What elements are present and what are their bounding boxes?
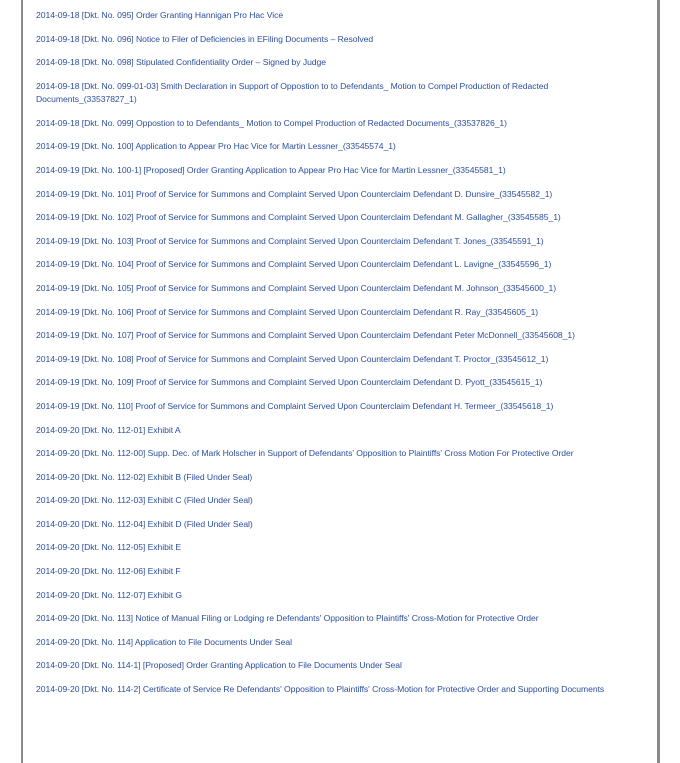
docket-entry	[36, 258, 648, 271]
docket-entry	[36, 659, 648, 672]
docket-link[interactable]: 2014-09-19 [Dkt. No. 106] Proof of Service for Summons and Complaint Served Upon Counterclaim Defendant R. Ray_(33545605_1)	[36, 306, 539, 317]
docket-link[interactable]: 2014-09-19 [Dkt. No. 107] Proof of Service for Summons and Complaint Served Upon Counterclaim Defendant Peter McDonnell_(33545608_1)	[36, 330, 575, 341]
docket-link[interactable]: 2014-09-19 [Dkt. No. 102] Proof of Service for Summons and Complaint Served Upon Counterclaim Defendant M. Gallagher_(33545585_1)	[36, 212, 561, 223]
docket-link[interactable]: 2014-09-20 [Dkt. No. 112-02] Exhibit B (Filed Under Seal)	[36, 471, 253, 482]
docket-entry	[36, 140, 648, 153]
right-border	[657, 0, 660, 763]
docket-link[interactable]: 2014-09-20 [Dkt. No. 112-00] Supp. Dec. of Mark Holscher in Support of Defendants' Opposition to Plaintiffs' Cross Motion For Protective Order	[36, 448, 574, 459]
docket-link[interactable]: 2014-09-19 [Dkt. No. 103] Proof of Service for Summons and Complaint Served Upon Counterclaim Defendant T. Jones_(33545591_1)	[36, 235, 544, 246]
docket-entry	[36, 424, 648, 437]
docket-entry	[36, 589, 648, 602]
docket-entry	[36, 282, 648, 295]
docket-link[interactable]: 2014-09-18 [Dkt. No. 096] Notice to Filer of Deficiencies in EFiling Documents – Resolved	[36, 33, 374, 44]
docket-link[interactable]: 2014-09-19 [Dkt. No. 108] Proof of Service for Summons and Complaint Served Upon Counterclaim Defendant T. Proctor_(33545612_1)	[36, 353, 549, 364]
docket-entry	[36, 518, 648, 531]
docket-entry	[36, 211, 648, 224]
docket-entry	[36, 471, 648, 484]
docket-entry	[36, 376, 648, 389]
docket-entry	[36, 612, 648, 625]
docket-link[interactable]: 2014-09-20 [Dkt. No. 112-01] Exhibit A	[36, 424, 181, 435]
docket-entry	[36, 353, 648, 366]
docket-entry	[36, 117, 648, 130]
docket-link[interactable]: 2014-09-19 [Dkt. No. 100-1] [Proposed] Order Granting Application to Appear Pro Hac Vice for Martin Lessner_(33545581_1)	[36, 164, 506, 175]
docket-entry	[36, 188, 648, 201]
docket-link[interactable]: 2014-09-19 [Dkt. No. 104] Proof of Service for Summons and Complaint Served Upon Counterclaim Defendant L. Lavigne_(33545596_1)	[36, 259, 552, 270]
docket-entry	[36, 447, 648, 460]
docket-entry	[36, 80, 648, 107]
docket-link[interactable]: 2014-09-18 [Dkt. No. 099-01-03] Smith Declaration in Support of Oppostion to to Defendants_ Motion to Compel Production of Redacted Documents_(33537827_1)	[36, 80, 549, 105]
docket-entry	[36, 329, 648, 342]
docket-entry	[36, 9, 648, 22]
docket-entry	[36, 683, 648, 696]
docket-link[interactable]: 2014-09-20 [Dkt. No. 112-06] Exhibit F	[36, 566, 181, 577]
docket-entry	[36, 33, 648, 46]
docket-link[interactable]: 2014-09-20 [Dkt. No. 114-2] Certificate of Service Re Defendants' Opposition to Plaintiffs' Cross-Motion for Protective Order and Supporting Documents	[36, 684, 605, 695]
docket-entry	[36, 494, 648, 507]
docket-link[interactable]: 2014-09-19 [Dkt. No. 101] Proof of Service for Summons and Complaint Served Upon Counterclaim Defendant D. Dunsire_(33545582_1)	[36, 188, 553, 199]
docket-link[interactable]: 2014-09-18 [Dkt. No. 095] Order Granting Hannigan Pro Hac Vice	[36, 10, 284, 20]
docket-link[interactable]: 2014-09-19 [Dkt. No. 110] Proof of Service for Summons and Complaint Served Upon Counterclaim Defendant H. Termeer_(33545618_1)	[36, 400, 554, 411]
docket-link[interactable]: 2014-09-19 [Dkt. No. 109] Proof of Service for Summons and Complaint Served Upon Counterclaim Defendant D. Pyott_(33545615_1)	[36, 377, 543, 388]
docket-link[interactable]: 2014-09-19 [Dkt. No. 100] Application to Appear Pro Hac Vice for Martin Lessner_(33545574_1)	[36, 141, 396, 152]
docket-entry	[36, 541, 648, 554]
docket-link[interactable]: 2014-09-18 [Dkt. No. 099] Oppostion to to Defendants_ Motion to Compel Production of Redacted Documents_(33537826_1)	[36, 117, 507, 128]
docket-entry	[36, 565, 648, 578]
docket-entry	[36, 164, 648, 177]
docket-entry	[36, 306, 648, 319]
docket-entry	[36, 235, 648, 248]
docket-link[interactable]: 2014-09-20 [Dkt. No. 114] Application to File Documents Under Seal	[36, 636, 292, 647]
docket-link[interactable]: 2014-09-20 [Dkt. No. 112-05] Exhibit E	[36, 542, 182, 553]
docket-link[interactable]: 2014-09-20 [Dkt. No. 112-04] Exhibit D (Filed Under Seal)	[36, 518, 253, 529]
docket-link[interactable]: 2014-09-20 [Dkt. No. 112-07] Exhibit G	[36, 589, 183, 600]
docket-entry	[36, 56, 648, 69]
docket-link[interactable]: 2014-09-19 [Dkt. No. 105] Proof of Service for Summons and Complaint Served Upon Counterclaim Defendant M. Johnson_(33545600_1)	[36, 282, 557, 293]
docket-link[interactable]: 2014-09-20 [Dkt. No. 112-03] Exhibit C (Filed Under Seal)	[36, 495, 253, 506]
docket-link[interactable]: 2014-09-20 [Dkt. No. 114-1] [Proposed] Order Granting Application to File Documents Under Seal	[36, 660, 402, 671]
docket-link[interactable]: 2014-09-18 [Dkt. No. 098] Stipulated Confidentiality Order – Signed by Judge	[36, 57, 326, 68]
left-border	[21, 0, 23, 763]
docket-link[interactable]: 2014-09-20 [Dkt. No. 113] Notice of Manual Filing or Lodging re Defendants' Opposition to Plaintiffs' Cross-Motion for Protective Order	[36, 613, 539, 624]
docket-list	[36, 9, 648, 707]
docket-entry	[36, 636, 648, 649]
docket-entry	[36, 400, 648, 413]
